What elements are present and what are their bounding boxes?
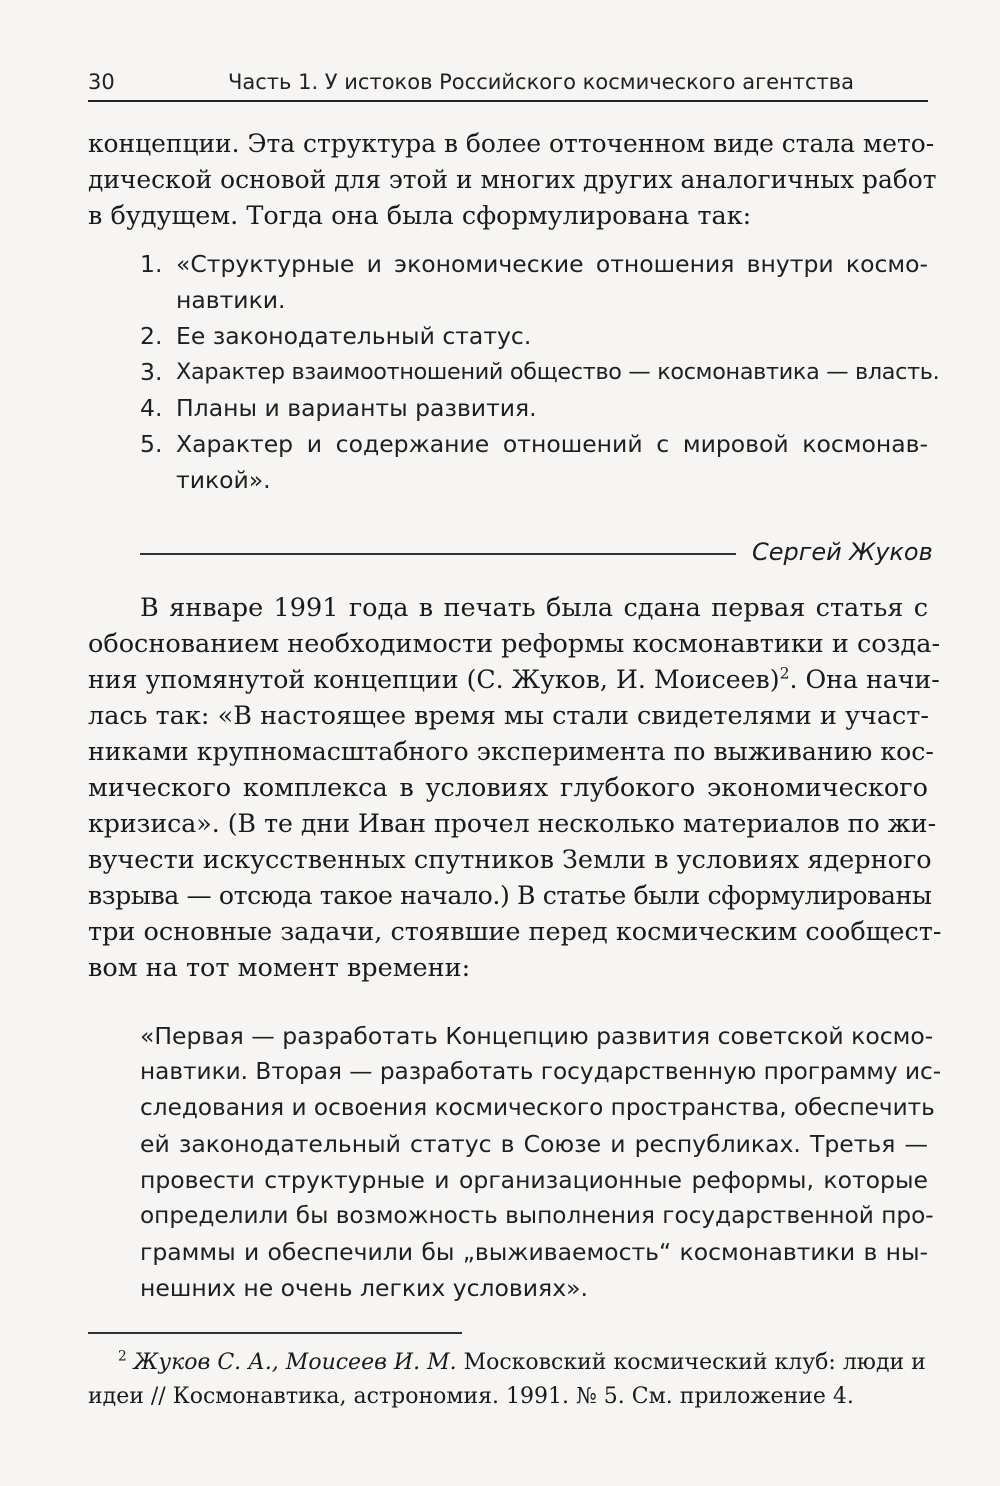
footnote-reference: 2 <box>779 664 790 683</box>
quote-line: ей законодательный статус в Союзе и республиках. Третья — <box>140 1130 928 1158</box>
intro-line: концепции. Эта структура в более отточенном виде стала мето- <box>88 129 935 158</box>
list-number: 4. <box>140 394 163 422</box>
intro-line: дической основой для этой и многих других аналогичных работ <box>88 165 937 194</box>
list-number: 3. <box>140 358 163 386</box>
paragraph-line: кризиса». (В те дни Иван прочел несколько материалов по жи- <box>88 809 937 838</box>
list-item-5-line-1: Характер и содержание отношений с мировой космонав- <box>176 430 928 458</box>
footnote-line-1 <box>118 1346 928 1380</box>
quote-line: граммы и обеспечили бы „выживаемость“ космонавтики в ны- <box>140 1238 928 1266</box>
paragraph-text: . Она начи- <box>789 665 940 694</box>
list-number: 1. <box>140 250 163 278</box>
quote-line: «Первая — разработать Концепцию развития советской космо- <box>140 1022 934 1050</box>
list-item-1-line-2: навтики. <box>176 286 286 314</box>
quote-line: нешних не очень легких условиях». <box>140 1274 588 1302</box>
paragraph-line-with-footnote <box>88 662 940 698</box>
list-item-2: Ее законодательный статус. <box>176 322 532 350</box>
paragraph-line: лась так: «В настоящее время мы стали свидетелями и участ- <box>88 701 930 731</box>
list-item-5-line-2: тикой». <box>176 466 271 494</box>
footnote-rule <box>88 1332 462 1334</box>
intro-line: в будущем. Тогда она была сформулирована так: <box>88 201 752 231</box>
running-header <box>88 62 928 102</box>
paragraph-line: мического комплекса в условиях глубокого экономического <box>88 773 928 803</box>
list-item-4: Планы и варианты развития. <box>176 394 537 422</box>
list-number: 2. <box>140 322 163 350</box>
paragraph-line: взрыва — отсюда такое начало.) В статье были сформулированы <box>88 881 932 910</box>
footnote-line-2: идеи // Космонавтика, астрономия. 1991. № 5. См. приложение 4. <box>88 1384 854 1409</box>
quote-line: навтики. Вторая — разработать государственную программу ис- <box>140 1058 942 1085</box>
paragraph-line: вучести искусственных спутников Земли в условиях ядерного <box>88 845 932 875</box>
quote-line: следования и освоения космического пространства, обеспечить <box>140 1094 935 1121</box>
list-number: 5. <box>140 430 163 458</box>
running-title: Часть 1. У истоков Российского космического агентства <box>228 70 855 94</box>
paragraph-line: обоснованием необходимости реформы космонавтики и созда- <box>88 629 941 659</box>
footnote-authors: Жуков С. А., Моисеев И. М. <box>133 1350 457 1375</box>
footnote-mark: 2 <box>118 1348 127 1365</box>
list-item-1-line-1: «Структурные и экономические отношения внутри космо- <box>176 250 928 278</box>
header-rule <box>88 100 928 102</box>
quote-line: провести структурные и организационные реформы, которые <box>140 1166 928 1194</box>
signature: Сергей Жуков <box>752 538 933 566</box>
paragraph-line: никами крупномасштабного эксперимента по выживанию кос- <box>88 737 934 766</box>
signature-rule <box>140 553 736 555</box>
paragraph-text: ния упомянутой концепции (С. Жуков, И. Моисеев) <box>88 665 780 694</box>
page-number: 30 <box>88 70 115 94</box>
quote-line: определили бы возможность выполнения государственной про- <box>140 1202 934 1229</box>
list-item-3: Характер взаимоотношений общество — космонавтика — власть. <box>176 359 940 385</box>
paragraph-line: три основные задачи, стоявшие перед космическим сообщест- <box>88 917 942 947</box>
footnote-text: Московский космический клуб: люди и <box>456 1350 926 1375</box>
paragraph-line: вом на тот момент времени: <box>88 953 471 983</box>
paragraph-line: В январе 1991 года в печать была сдана первая статья с <box>140 593 928 623</box>
